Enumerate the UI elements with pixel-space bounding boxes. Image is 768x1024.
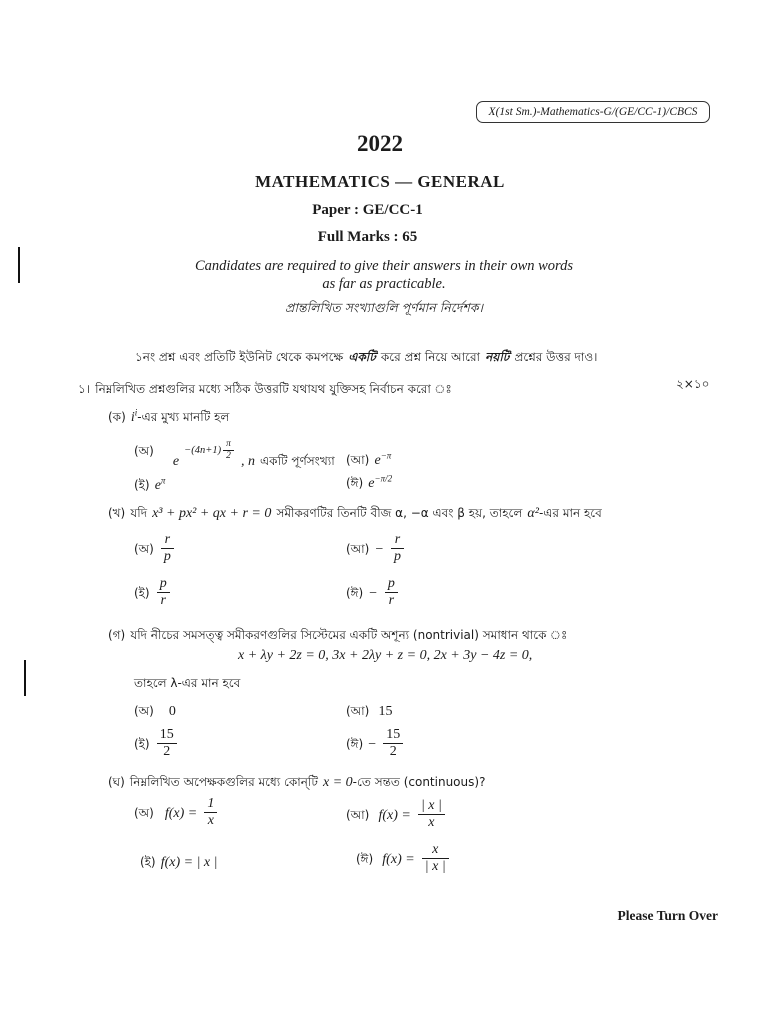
option-fraction: $\frac{15}{2}$ [383, 727, 403, 760]
instruction-line-1: Candidates are required to give their answers in their own words [194, 258, 574, 274]
option-label: (অ) [134, 542, 154, 556]
option-fraction: $\frac{r}{p}$ [161, 532, 174, 565]
option-lhs: f(x) = [164, 806, 198, 821]
option-lhs: f(x) = [378, 808, 411, 823]
part-kha-stem [108, 502, 602, 525]
stem-equation: x³ + px² + qx + r = 0 [152, 506, 272, 521]
question-number: ১। [78, 382, 91, 396]
margin-mark-bottom [24, 660, 26, 696]
system-of-equations: x + λy + 2z = 0, 3x + 2λy + z = 0, 2x + 3y − 4z = 0, [238, 648, 533, 663]
option-sign: − [374, 542, 384, 557]
part-gha-stem [108, 771, 485, 794]
instruction-part-3: প্রশ্নের উত্তর দাও। [514, 350, 598, 364]
option-label: (অ) [134, 704, 154, 718]
option-label: (ই) [134, 586, 150, 600]
option-label: (আ) [346, 704, 370, 718]
part-ka-option-d [346, 472, 392, 495]
part-ka-option-a [134, 439, 335, 469]
instruction-line-2: as far as practicable. [322, 276, 446, 292]
option-label: (ই) [134, 737, 150, 751]
stem-middle: সমীকরণটির তিনটি বীজ α, −α এবং β হয়, তাহলে [276, 506, 523, 520]
part-label: (ঘ) [108, 775, 125, 789]
stem-math-2: α² [527, 506, 539, 521]
part-label: (গ) [108, 628, 126, 642]
stem-text-1: নিম্নলিখিত অপেক্ষকগুলির মধ্যে কোন্‌টি [129, 775, 318, 789]
stem-math: x = 0 [323, 775, 353, 790]
question-text: নিম্নলিখিত প্রশ্নগুলির মধ্যে সঠিক উত্তরটি যথাযথ যুক্তিসহ নির্বাচন করো ঃ [95, 382, 452, 396]
question-1-header [78, 378, 452, 401]
option-lhs: f(x) = [382, 852, 415, 867]
instruction-emphasis-1: একটি [348, 350, 376, 364]
part-kha-option-b [346, 532, 406, 565]
option-label: (অ) [134, 806, 154, 820]
full-marks: Full Marks : 65 [317, 229, 418, 245]
instruction-emphasis-2: নয়টি [485, 350, 510, 364]
option-exponent: −(4n+1) $\frac{\pi}{2}$ [184, 445, 236, 456]
part-ga-option-c [134, 727, 179, 760]
please-turn-over: Please Turn Over [617, 908, 718, 923]
paper-code: Paper : GE/CC-1 [312, 202, 423, 218]
option-value: $e^\pi$ [154, 475, 166, 493]
general-instruction [135, 346, 597, 369]
option-label: (ঈ) [346, 476, 364, 490]
option-fraction: $\frac{1}{x}$ [204, 796, 217, 829]
option-fraction: $\frac{| x |}{x}$ [418, 798, 445, 831]
option-label: (ঈ) [356, 852, 374, 866]
part-ga-option-d [346, 727, 405, 760]
option-label: (ই) [134, 478, 150, 492]
part-ga-option-a [134, 700, 176, 723]
option-sign: − [368, 586, 378, 601]
subject-title: MATHEMATICS — GENERAL [255, 172, 505, 191]
option-label: (ঈ) [346, 586, 364, 600]
option-sign: − [368, 737, 377, 752]
option-fraction: $\frac{r}{p}$ [391, 532, 404, 565]
margin-mark-top [18, 247, 20, 283]
instruction-part-1: ১নং প্রশ্ন এবং প্রতিটি ইউনিট থেকে কমপক্ষে [135, 350, 344, 364]
part-ga-stem [108, 624, 567, 647]
paper-code-box: X(1st Sm.)-Mathematics-G/(GE/CC-1)/CBCS [476, 101, 710, 123]
option-value: 0 [168, 704, 176, 719]
part-gha-option-d [356, 842, 451, 875]
option-value: 15 [378, 704, 393, 719]
option-label: (আ) [346, 808, 370, 822]
option-label: (আ) [346, 453, 370, 467]
option-label: (অ) [134, 444, 154, 458]
option-base: e [172, 454, 180, 469]
option-fraction: $\frac{x}{| x |}$ [422, 842, 449, 875]
option-value: $e^{-\pi/2}$ [368, 473, 393, 491]
instruction-bengali-text: প্রান্তলিখিত সংখ্যাগুলি পূর্ণমান নির্দেশক। [285, 300, 483, 315]
option-fraction: $\frac{15}{2}$ [157, 727, 177, 760]
part-kha-option-c [134, 576, 172, 609]
part-gha-option-b [346, 798, 447, 831]
part-kha-option-a [134, 532, 176, 565]
option-suffix-math: , n [240, 454, 255, 469]
question-marks: ২×১০ [676, 377, 710, 391]
part-ka-stem [108, 406, 229, 429]
part-ka-option-c [134, 474, 165, 497]
part-label: (ক) [108, 410, 126, 424]
instruction-part-2: করে প্রশ্ন নিয়ে আরো [380, 350, 481, 364]
exam-year: 2022 [357, 131, 403, 156]
stem-text: -এর মুখ্য মানটি হল [137, 410, 230, 424]
option-label: (ই) [140, 855, 156, 869]
part-gha-option-a [134, 796, 219, 829]
stem-text-2: -তে সন্তত (continuous)? [352, 775, 486, 789]
part-label: (খ) [108, 506, 126, 520]
part-ka-option-b [346, 449, 391, 472]
stem-math: $i^i$ [130, 407, 138, 425]
stem-text: যদি নীচের সমসত্ত্ব সমীকরণগুলির সিস্টেমের একটি অশূন্য (nontrivial) সমাধান থাকে ঃ [130, 628, 568, 642]
option-suffix-text: একটি পূর্ণসংখ্যা [260, 454, 335, 468]
option-label: (ঈ) [346, 737, 364, 751]
then-text: তাহলে λ-এর মান হবে [134, 676, 241, 690]
option-label: (আ) [346, 542, 370, 556]
part-gha-option-c [140, 851, 218, 874]
part-kha-option-d [346, 576, 400, 609]
option-fraction: $\frac{p}{r}$ [157, 576, 170, 609]
part-ga-option-b [346, 700, 392, 723]
stem-suffix: -এর মান হবে [538, 506, 602, 520]
option-fraction: $\frac{p}{r}$ [385, 576, 398, 609]
instruction-bengali [0, 300, 768, 320]
option-value: $e^{-\pi}$ [374, 450, 392, 468]
stem-prefix: যদি [130, 506, 147, 520]
option-lhs: f(x) = | x | [160, 855, 218, 870]
